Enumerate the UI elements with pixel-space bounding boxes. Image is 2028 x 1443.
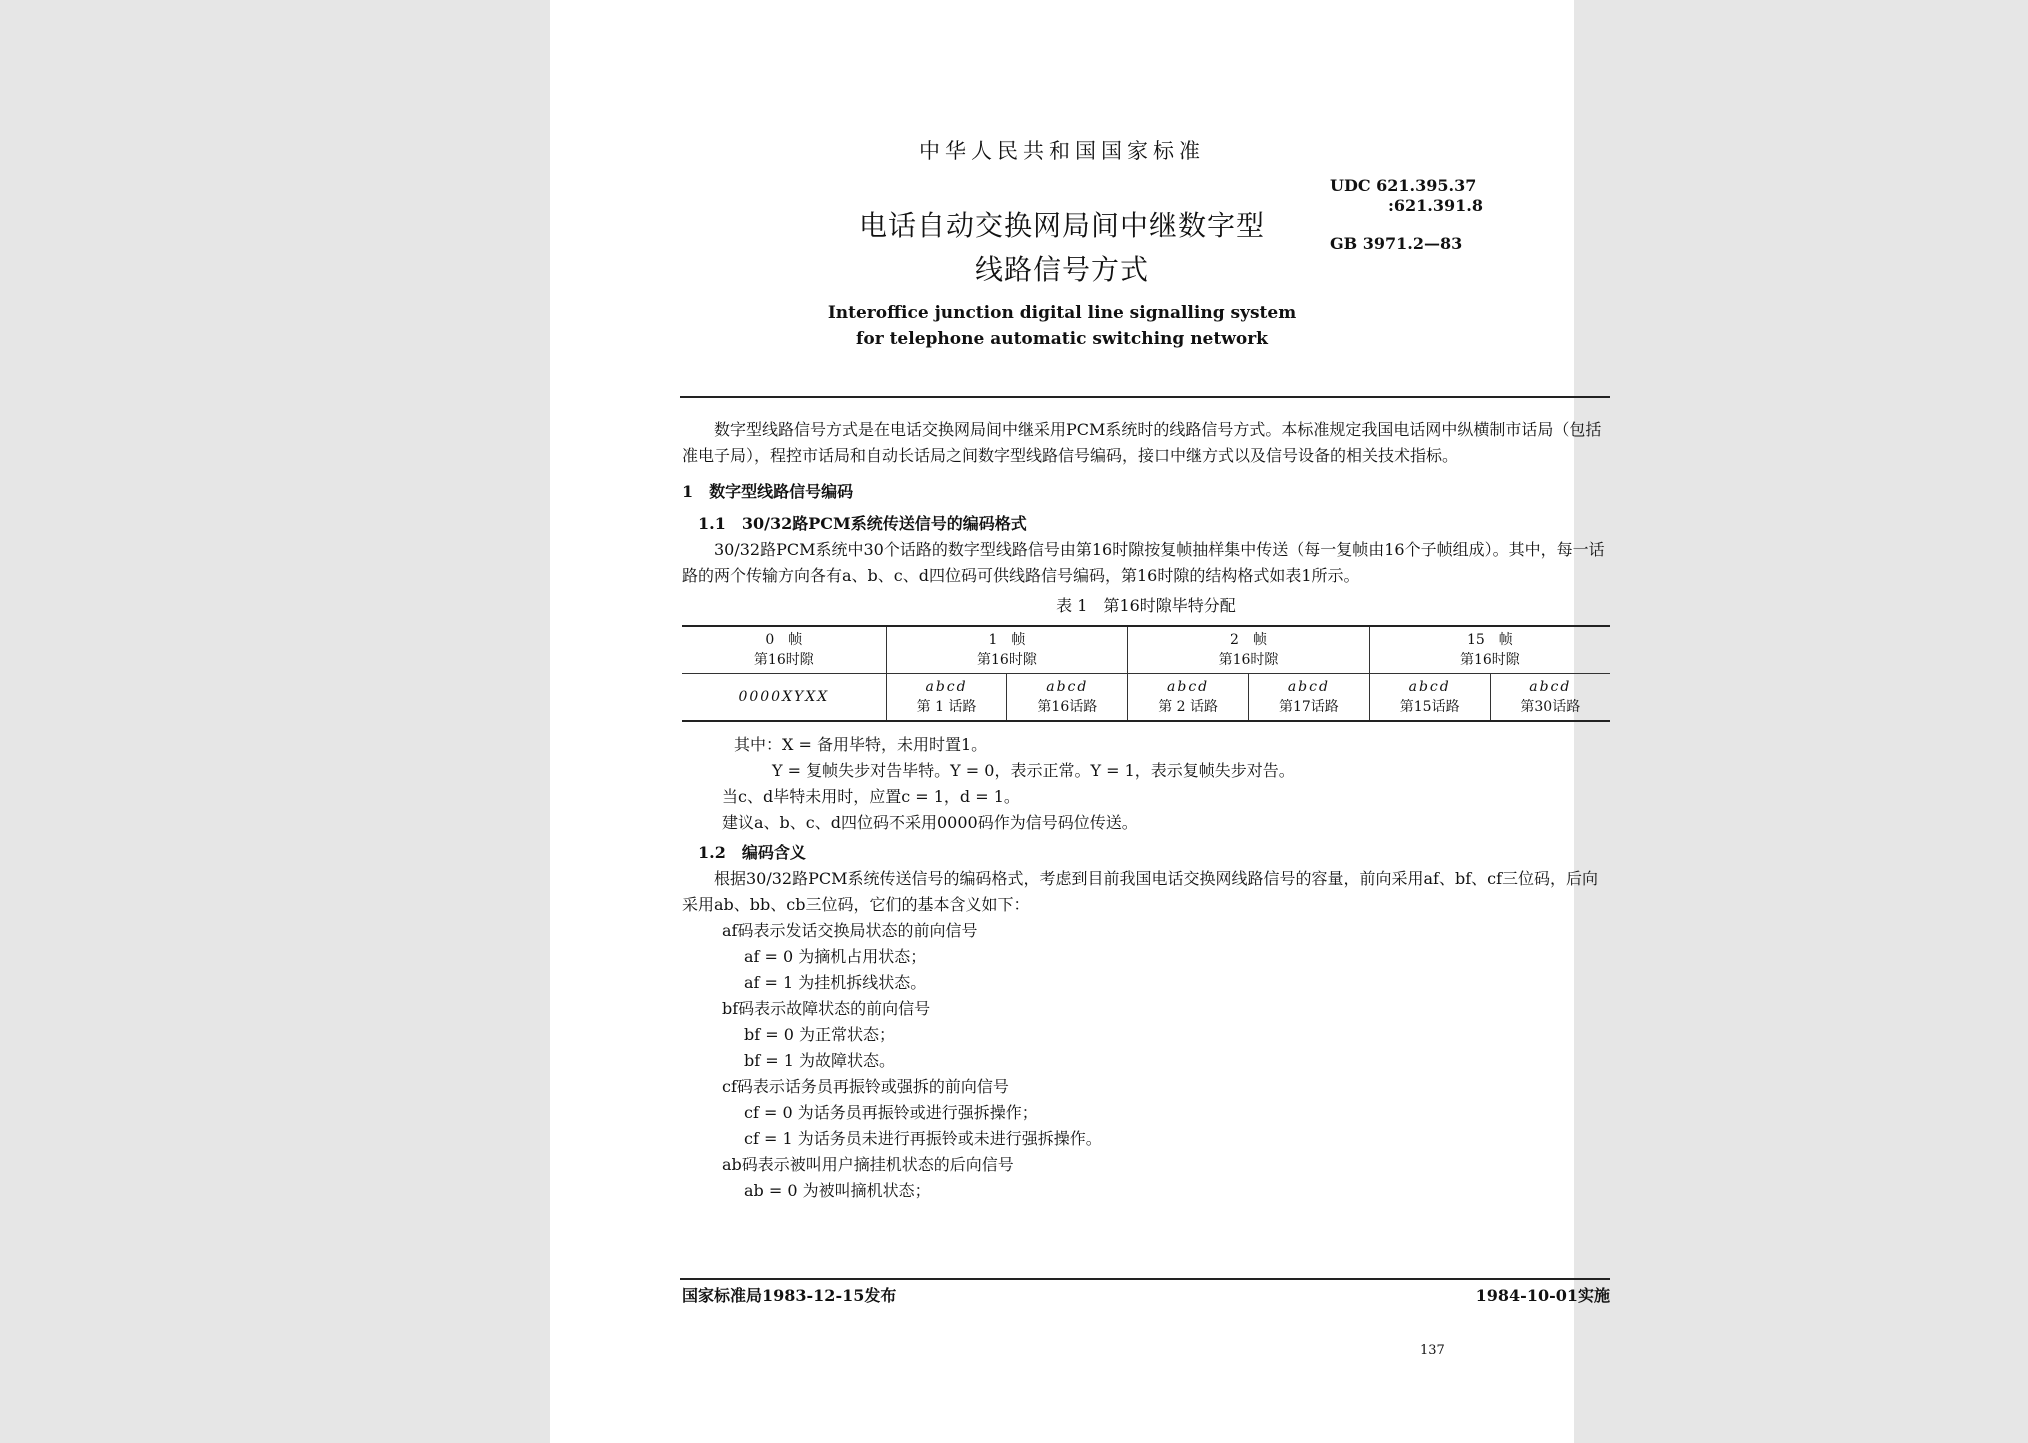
- title-english: [550, 300, 1574, 352]
- frame-15-header: [1369, 626, 1610, 674]
- code-cf-item: cf = 1 为话务员未进行再振铃或未进行强拆操作。: [744, 1129, 1102, 1148]
- cell-code: abcd: [925, 679, 968, 695]
- cell-channel: 第30话路: [1520, 699, 1581, 715]
- cell-channel: 第 1 话路: [916, 699, 977, 715]
- frame-label: 15 帧: [1466, 632, 1513, 648]
- section-1-heading: 1 数字型线路信号编码: [682, 482, 854, 501]
- table-cell: [1248, 674, 1369, 722]
- frame-0-value: 0000XYXX: [682, 674, 886, 722]
- title-chinese: [550, 204, 1574, 292]
- issue-date: 国家标准局1983-12-15发布: [682, 1286, 897, 1305]
- code-bf-item: bf = 0 为正常状态；: [744, 1025, 896, 1044]
- table-cell: [1007, 674, 1128, 722]
- title-en-line-2: for telephone automatic switching network: [856, 329, 1268, 349]
- section-1-2-paragraph: 根据30/32路PCM系统传送信号的编码格式，考虑到目前我国电话交换网线路信号的容量，前向采用af、bf、cf三位码，后向采用ab、bb、cb三位码，它们的基本含义如下：: [682, 869, 1599, 914]
- cell-code: abcd: [1287, 679, 1330, 695]
- note-y: Y = 复帧失步对告毕特。Y = 0，表示正常。Y = 1，表示复帧失步对告。: [772, 761, 1295, 780]
- udc-line-1: UDC 621.395.37: [1330, 176, 1477, 195]
- title-cn-line-2: 线路信号方式: [974, 253, 1149, 286]
- note-cd: 当c、d毕特未用时，应置c = 1，d = 1。: [722, 787, 1020, 806]
- note-x: 其中：X = 备用毕特，未用时置1。: [734, 735, 988, 754]
- code-af-item: af = 0 为摘机占用状态；: [744, 947, 927, 966]
- code-af-definition: af码表示发话交换局状态的前向信号: [722, 921, 978, 940]
- table-data-row: [682, 674, 1610, 722]
- cell-channel: 第 2 话路: [1158, 699, 1218, 715]
- bit-allocation-table: [682, 625, 1610, 722]
- title-cn-line-1: 电话自动交换网局间中继数字型: [858, 209, 1265, 242]
- frame-label: 0 帧: [765, 632, 803, 648]
- document-body: [682, 417, 1610, 1204]
- code-bf-definition: bf码表示故障状态的前向信号: [722, 999, 931, 1018]
- title-en-line-1: Interoffice junction digital line signalling system: [827, 303, 1297, 323]
- frame-slot: 第16时隙: [753, 652, 814, 668]
- section-1-1-paragraph: 30/32路PCM系统中30个话路的数字型线路信号由第16时隙按复帧抽样集中传送（每一复帧由16个子帧组成）。其中，每一话路的两个传输方向各有a、b、c、d四位码可供线路信号编码，第16时隙的结构格式如表1所示。: [682, 540, 1605, 585]
- national-standard-label: 中华人民共和国国家标准: [919, 139, 1205, 163]
- table-caption: 表 1 第16时隙毕特分配: [1056, 596, 1236, 615]
- effective-date: 1984-10-01实施: [1475, 1286, 1610, 1305]
- table-cell: [886, 674, 1007, 722]
- code-cf-definition: cf码表示话务员再振铃或强拆的前向信号: [722, 1077, 1009, 1096]
- code-cf-item: cf = 0 为话务员再振铃或进行强拆操作；: [744, 1103, 1038, 1122]
- frame-1-header: [886, 626, 1128, 674]
- code-definitions: [682, 918, 1610, 1204]
- cell-channel: 第15话路: [1399, 699, 1460, 715]
- cell-code: abcd: [1046, 679, 1089, 695]
- cell-channel: 第16话路: [1037, 699, 1098, 715]
- table-cell: [1369, 674, 1490, 722]
- frame-slot: 第16时隙: [1459, 652, 1520, 668]
- frame-label: 1 帧: [988, 632, 1026, 648]
- udc-line-2: :621.391.8: [1388, 196, 1483, 215]
- table-header-row: [682, 626, 1610, 674]
- gb-number: GB 3971.2—83: [1330, 234, 1463, 253]
- frame-label: 2 帧: [1230, 632, 1267, 648]
- table-cell: [1128, 674, 1249, 722]
- note-abcd: 建议a、b、c、d四位码不采用0000码作为信号码位传送。: [722, 813, 1138, 832]
- section-1-1-heading: 1.1 30/32路PCM系统传送信号的编码格式: [698, 514, 1027, 533]
- cell-channel: 第17话路: [1278, 699, 1339, 715]
- page-number: 137: [1420, 1343, 1445, 1358]
- frame-slot: 第16时隙: [977, 652, 1037, 668]
- frame-0-header: [682, 626, 886, 674]
- document-page: [550, 0, 1610, 1443]
- table-notes: [682, 732, 1610, 836]
- code-ab-definition: ab码表示被叫用户摘挂机状态的后向信号: [722, 1155, 1014, 1174]
- frame-slot: 第16时隙: [1218, 652, 1279, 668]
- code-ab-item: ab = 0 为被叫摘机状态；: [744, 1181, 931, 1200]
- code-af-item: af = 1 为挂机拆线状态。: [744, 973, 927, 992]
- footer-divider: [680, 1278, 1610, 1280]
- section-1-2-heading: 1.2 编码含义: [698, 843, 806, 862]
- header-divider: [680, 396, 1610, 398]
- cell-code: abcd: [1167, 679, 1210, 695]
- cell-code: abcd: [1408, 679, 1451, 695]
- code-bf-item: bf = 1 为故障状态。: [744, 1051, 896, 1070]
- cell-code: abcd: [1529, 679, 1572, 695]
- frame-2-header: [1128, 626, 1370, 674]
- table-cell: [1490, 674, 1610, 722]
- intro-paragraph: 数字型线路信号方式是在电话交换网局间中继采用PCM系统时的线路信号方式。本标准规定我国电话网中纵横制市话局（包括准电子局），程控市话局和自动长话局之间数字型线路信号编码，接口中继方式以及信号设备的相关技术指标。: [682, 420, 1602, 465]
